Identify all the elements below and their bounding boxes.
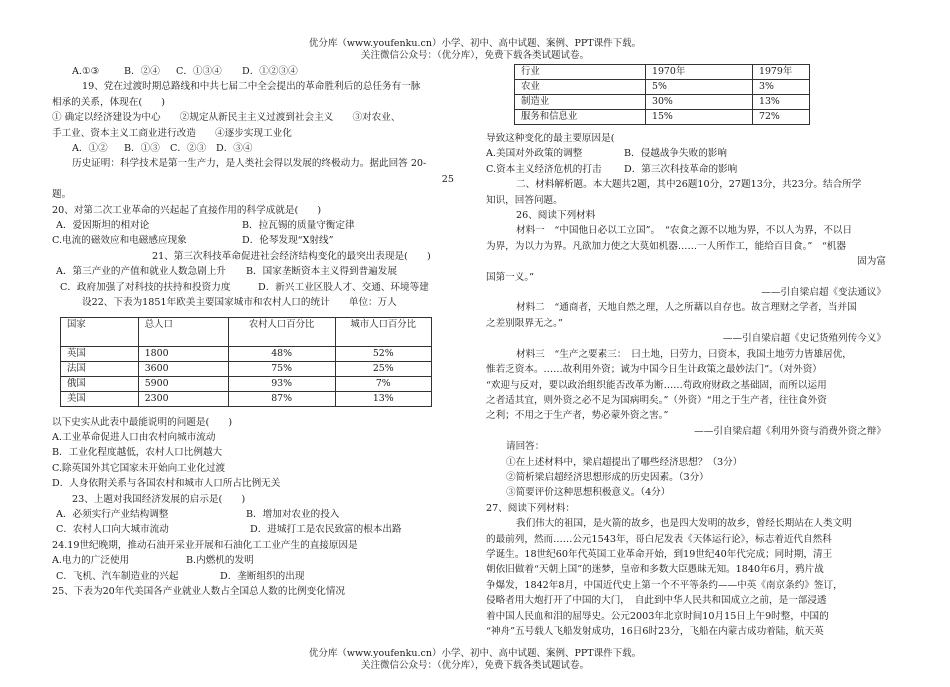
q24-stem: 24.19世纪晚期，推动石油开采业开展和石油化工工业产生的直接原因是 [52, 539, 358, 551]
q23-options-cd: C．农村人口向大城市流动 D．进城打工是农民致富的根本出路 [56, 524, 402, 536]
q24-options-ab: A.电力的广泛使用 B.内燃机的发明 [52, 555, 254, 567]
q26-ask-1: ①在上述材料中，梁启超提出了哪些经济思想？（3分） [506, 456, 743, 468]
material-3-source: ——引自梁启超《利用外资与消费外资之辩》 [694, 425, 886, 437]
q26-ask-3: ③简要评价这种思想积极意义。（4分） [506, 487, 671, 499]
q21-options-cd: C．政府加强了对科技的扶持和投资力度 D．新兴工业区股人才、交通、环境等建 [60, 281, 429, 293]
table-cell: 5900 [138, 376, 228, 391]
q22-option-d: D．人身依附关系与各国农村和城市人口所占比例无关 [52, 478, 281, 490]
q26-title: 26、阅读下列材料 [516, 210, 596, 222]
material-1-source: ——引自梁启超《变法通议》 [761, 287, 886, 299]
q25-options-cd: C.资本主义经济危机的打击 D．第三次科技革命的影响 [486, 163, 738, 175]
q27-text-f: 侵略者用大炮打开了中国的大门， 自此到中华人民共和国成立之前，是一部浸透 [486, 595, 827, 607]
material-2-cont: 之差别限界无之。” [486, 317, 563, 329]
q23-options-ab: A．必须实行产业结构调整 B．增加对农业的投入 [56, 508, 340, 520]
q27-text-e: 争爆发，1842年8月，中国近代史上第一个不平等条约——中英《南京条约》签订， [486, 579, 843, 591]
table-cell: 48% [228, 346, 335, 361]
material-1-cont: 为界，为以力为界。凡欲加力使之大莫如机器……一人所作工，能给百目食。” “机器 [486, 240, 846, 252]
q22-question: 以下史实从此表中最能说明的问题是( ) [52, 416, 233, 428]
q22-option-a: A.工业革命促进人口由农村向城市流动 [52, 431, 216, 443]
employment-table [514, 64, 810, 125]
table-row [61, 361, 432, 376]
header-line-1: 优分库（www.youfenku.cn）小学、初中、高中试题、案例、PPT课件下载。 [308, 38, 642, 49]
table-cell: 93% [228, 376, 335, 391]
part2-heading-cont: 知识，回答问题。 [486, 194, 563, 206]
page-header [0, 38, 950, 62]
table-cell: 13% [335, 391, 432, 406]
table-cell: 3600 [138, 361, 228, 376]
q27-text-b: 的最前列，然而……公元1543年，哥白尼发表《天体运行论》，标志着近代自然科 [486, 533, 832, 545]
table-cell: 75% [228, 361, 335, 376]
q27-text: 我们伟大的祖国，是火箭的故乡，也是四大发明的故乡，曾经长期站在人类文明 [516, 518, 852, 530]
table-cell: 72% [753, 110, 810, 125]
q19-items-cont: 手工业、资本主义工商业进行改造 ④逐步实现工业化 [52, 127, 292, 139]
table-header-cell: 1970年 [646, 65, 753, 80]
q19-items: ① 确定以经济建设为中心 ②规定从新民主主义过渡到社会主义 ③对农业、 [52, 112, 401, 124]
table-cell: 农业 [515, 80, 646, 95]
q19-stem-cont: 相承的关系，体现在( ) [52, 96, 166, 108]
q20-options-cd: C.电流的磁效应和电磁感应现象 D．伦琴发现“X射线” [52, 235, 334, 247]
table-cell: 3% [753, 80, 810, 95]
table-cell: 服务和信息业 [515, 110, 646, 125]
population-table [60, 317, 432, 407]
q27-title: 27、阅读下列材料： [486, 502, 575, 514]
q20-stem: 20、对第二次工业革命的兴起起了直接作用的科学成就是( ) [52, 204, 322, 216]
q21-options-ab: A．第三产业的产值和就业人数急剧上升 B．国家垄断资本主义得到普遍发展 [56, 266, 397, 278]
table-cell: 英国 [61, 346, 139, 361]
q27-text-g: 着中国人民血和泪的屈辱史。公元2003年北京时间10月15日上午9时整，中国的 [486, 610, 829, 622]
table-row [515, 95, 810, 110]
q27-text-d: 朝依旧做着“天朝上国”的迷梦，皇帝和多数大臣愚昧无知。1840年6月，鸦片战 [486, 564, 824, 576]
table-row [515, 110, 810, 125]
table-header-cell: 总人口 [138, 317, 228, 346]
material-3: 材料三 “生产之要素三： 曰土地，曰劳力，曰资本，我国土地劳力皆雄居优， [516, 348, 852, 360]
table-row [61, 346, 432, 361]
section-intro-end: 题。 [52, 189, 72, 201]
footer-line-2: 关注微信公众号：（优分库），免费下载各类试题试卷。 [360, 660, 589, 671]
table-cell: 1800 [138, 346, 228, 361]
q22-option-b: B．工业化程度越低，农村人口比例越大 [52, 447, 223, 459]
material-3-cont: 惟若乏资本。……故利用外资；诚为中国今日生计政策之最妙法门”。（对外资） [486, 364, 822, 376]
section-intro: 历史证明：科学技术是第一生产力，是人类社会得以发展的终极动力。据此回答 20- [72, 158, 427, 170]
table-cell: 2300 [138, 391, 228, 406]
table-row [515, 80, 810, 95]
q22-stem: 设22、下表为1851年欧美主要国家城市和农村人口的统计 单位：万人 [82, 297, 397, 309]
table-cell: 制造业 [515, 95, 646, 110]
part2-heading: 二、材料解析题。本大题共2题，其中26题10分，27题13分，共23分。结合所学 [516, 179, 862, 191]
table-cell: 俄国 [61, 376, 139, 391]
q21-stem: 21、第三次科技革命促进社会经济结构变化的最突出表现是( ) [152, 250, 431, 262]
table-header-cell: 1979年 [753, 65, 810, 80]
table-cell: 52% [335, 346, 432, 361]
table-cell: 25% [335, 361, 432, 376]
q24-options-cd: C．飞机、汽车制造业的兴起 D．垄断组织的出现 [56, 570, 305, 582]
footer-line-1: 优分库（www.youfenku.cn）小学、初中、高中试题、案例、PPT课件下载。 [308, 648, 642, 659]
q18-options: A.①③ B．②④ C．①③④ D．①②③④ [72, 66, 298, 77]
table-row [61, 391, 432, 406]
page-footer [0, 648, 950, 672]
material-1: 材料一 “中国他日必以工立国”。 “农食之源不以地为界，不以人为界，不以日 [516, 225, 853, 237]
table-header-cell: 农村人口百分比 [228, 317, 335, 346]
table-cell: 法国 [61, 361, 139, 376]
q22-option-c: C.除英国外其它国家未开始向工业化过渡 [52, 462, 226, 474]
q20-options-ab: A．爱因斯坦的相对论 B．拉瓦锡的质量守衡定律 [56, 220, 355, 232]
table-header-row [515, 65, 810, 80]
table-cell: 30% [646, 95, 753, 110]
table-cell: 7% [335, 376, 432, 391]
header-line-2: 关注微信公众号：（优分库），免费下载各类试题试卷。 [360, 50, 589, 61]
q27-text-c: 学诞生。18世纪60年代英国工业革命开始，到19世纪40年代完成；同时期，清王 [486, 548, 833, 560]
material-3-cont3: 之者适其宜，则外资之必不足为国病明矣。”（外资）“用之于生产者，往往食外资 [486, 394, 827, 406]
q26-ask: 请回答： [506, 441, 545, 453]
q27-text-h: “神舟”五号载人飞船发射成功，16日6时23分，飞船在内蒙古成功着陆，航天英 [486, 626, 824, 637]
table-header-cell: 行业 [515, 65, 646, 80]
left-column [52, 64, 454, 599]
table-cell: 15% [646, 110, 753, 125]
right-column [486, 64, 886, 639]
q19-options: A．①② B．①③ C．②③ D．③④ [72, 143, 253, 155]
material-3-cont2: “欢迎与反对，要以政治组织能否改革为断……苟政府财政之基础固，而所以运用 [486, 379, 827, 391]
table-row [61, 376, 432, 391]
table-cell: 美国 [61, 391, 139, 406]
material-2-source: ——引自梁启超《史记货殖列传今义》 [722, 333, 886, 345]
material-2: 材料二 “通商者，天地自然之理，人之所藉以自存也。故言理财之学者，当并国 [516, 302, 857, 314]
q25-question: 导致这种变化的最主要原因是( [486, 133, 615, 144]
q19-stem: 19、党在过渡时期总路线和中共七届二中全会提出的革命胜利后的总任务有一脉 [82, 81, 421, 93]
q23-stem: 23、上题对我国经济发展的启示是( ) [72, 493, 246, 505]
section-intro-num: 25 [441, 173, 454, 185]
material-1-end: 国第一义。” [486, 271, 535, 283]
q26-ask-2: ②简析梁启超经济思想形成的历史因素。（3分） [506, 471, 709, 483]
table-header-row [61, 317, 432, 346]
q25-options-ab: A.美国对外政策的调整 B．侵越战争失败的影响 [486, 148, 727, 160]
table-header-cell: 国家 [61, 317, 139, 346]
table-cell: 13% [753, 95, 810, 110]
table-cell: 5% [646, 80, 753, 95]
table-cell: 87% [228, 391, 335, 406]
material-1-cont2: 固为富 [857, 256, 886, 268]
table-header-cell: 城市人口百分比 [335, 317, 432, 346]
q25-stem: 25、下表为20年代美国各产业就业人数占全国总人数的比例变化情况 [52, 585, 346, 597]
material-3-cont4: 之利；不用之于生产者，势必蒙外资之害。” [486, 410, 669, 422]
